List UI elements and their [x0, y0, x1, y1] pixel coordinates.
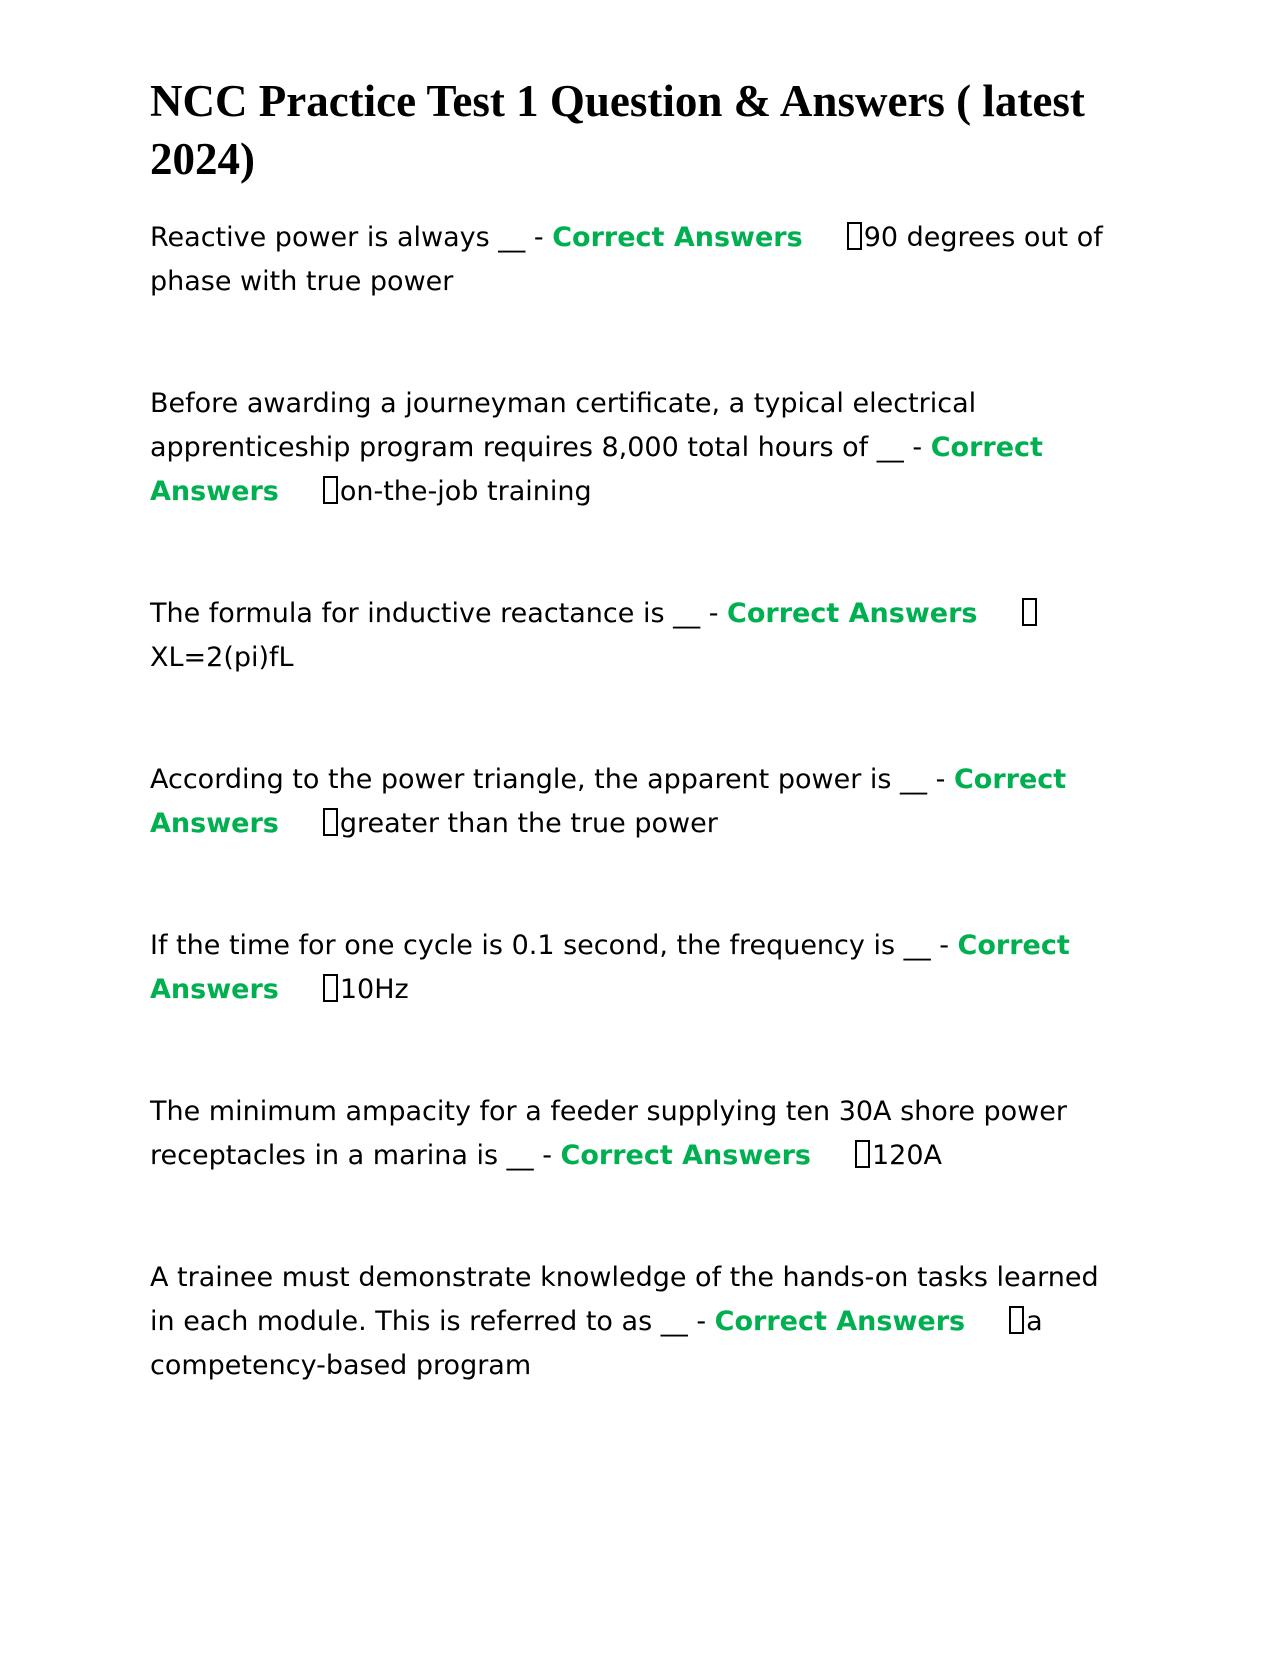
missing-glyph-icon — [1009, 1306, 1024, 1334]
separator: - — [687, 1306, 715, 1337]
separator: - — [927, 764, 954, 795]
question-text: A trainee must demonstrate knowledge of the hands-on tasks learned in each module. This is referred to as __ — [150, 1262, 1099, 1337]
answer-text: greater than the true power — [339, 808, 718, 839]
qa-item — [150, 758, 1110, 846]
answer-text: 90 degrees out of phase with true power — [150, 222, 1103, 297]
missing-glyph-icon — [855, 1140, 870, 1168]
answer-text: 120A — [872, 1140, 943, 1171]
answer-text: 10Hz — [339, 974, 409, 1005]
correct-answers-label: Correct Answers — [560, 1140, 811, 1171]
qa-item — [150, 216, 1110, 304]
separator: - — [533, 1140, 561, 1171]
separator: - — [903, 432, 931, 463]
document-page — [150, 72, 1110, 1466]
correct-answers-label: Correct Answers — [552, 222, 803, 253]
separator: - — [525, 222, 553, 253]
document-title: NCC Practice Test 1 Question & Answers ( latest 2024) — [150, 76, 1085, 184]
missing-glyph-icon — [323, 974, 338, 1002]
missing-glyph-icon — [1022, 598, 1037, 626]
qa-item — [150, 1090, 1110, 1178]
question-text: According to the power triangle, the apparent power is __ — [150, 764, 928, 795]
correct-answers-label: Correct Answers — [727, 598, 978, 629]
separator: - — [700, 598, 728, 629]
question-text: The formula for inductive reactance is __ — [150, 598, 701, 629]
answer-text: on-the-job training — [339, 476, 592, 507]
correct-answers-label: Correct Answers — [150, 930, 1070, 1005]
correct-answers-label: Correct Answers — [150, 432, 1043, 507]
correct-answers-label: Correct Answers — [714, 1306, 966, 1337]
question-text: The minimum ampacity for a feeder supplying ten 30A shore power receptacles in a marina is __ — [150, 1096, 1067, 1171]
answer-text: XL=2(pi)fL — [150, 642, 294, 673]
qa-item — [150, 382, 1110, 514]
question-text: Before awarding a journeyman certificate, a typical electrical apprenticeship program requires 8,000 total hours of __ — [150, 388, 977, 463]
qa-item — [150, 1256, 1110, 1388]
question-text: Reactive power is always __ — [150, 222, 526, 253]
qa-list — [150, 216, 1110, 1388]
missing-glyph-icon — [323, 476, 338, 504]
qa-item — [150, 924, 1110, 1012]
qa-item — [150, 592, 1110, 680]
separator: - — [930, 930, 958, 961]
correct-answers-label: Correct Answers — [150, 764, 1067, 839]
question-text: If the time for one cycle is 0.1 second, the frequency is __ — [150, 930, 931, 961]
missing-glyph-icon — [847, 222, 862, 250]
missing-glyph-icon — [323, 808, 338, 836]
answer-text: a competency-based program — [150, 1306, 1043, 1381]
